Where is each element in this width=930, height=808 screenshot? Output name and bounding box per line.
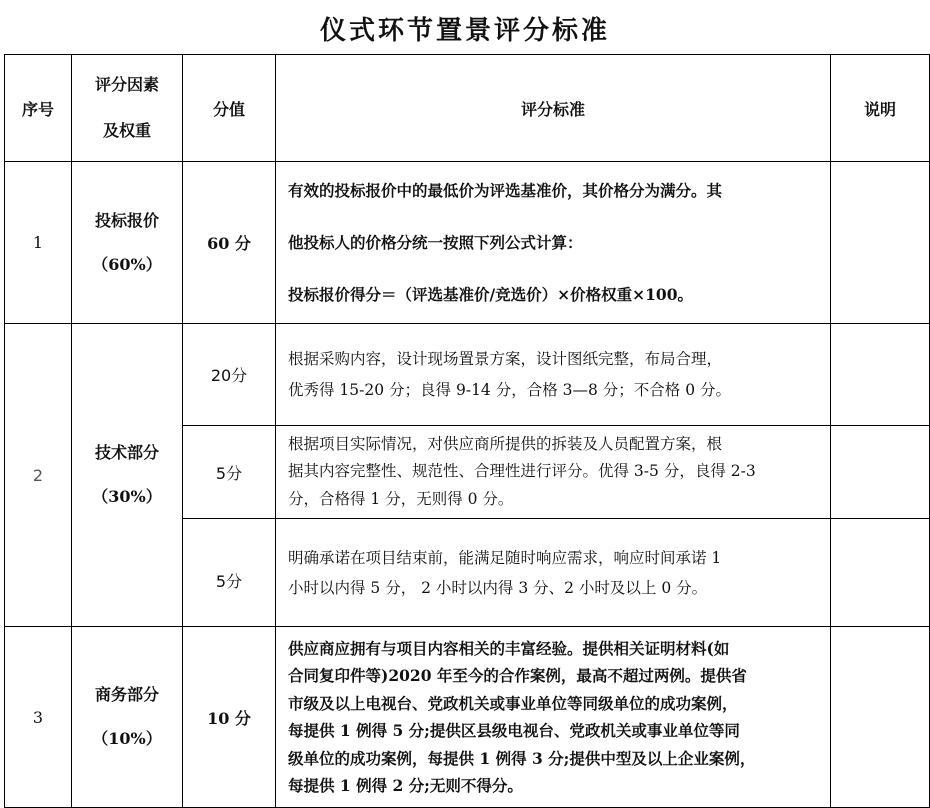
header-seq: 序号 (5, 55, 72, 162)
criteria-line: 据其内容完整性、规范性、合理性进行评分。优得 3-5 分，良得 2-3 (288, 462, 756, 481)
row-points: 5分 (183, 426, 276, 519)
table-row (5, 324, 930, 426)
row-seq: 1 (5, 162, 72, 324)
factor-weight: （30%） (92, 487, 162, 506)
row-factor (72, 627, 183, 808)
row-note (831, 324, 930, 426)
factor-name: 技术部分 (94, 443, 159, 462)
criteria-line: 每提供 1 例得 5 分;提供区县级电视台、党政机关或事业单位等同 (288, 721, 740, 740)
row-points: 20分 (183, 324, 276, 426)
criteria-line: 小时以内得 5 分， 2 小时以内得 3 分、2 小时及以上 0 分。 (288, 578, 708, 597)
factor-weight: （60%） (92, 254, 162, 274)
table-row (5, 627, 930, 808)
row-points: 10 分 (183, 627, 276, 808)
criteria-line: 优秀得 15-20 分；良得 9-14 分，合格 3—8 分；不合格 0 分。 (288, 380, 732, 399)
factor-name: 投标报价 (94, 210, 159, 230)
criteria-line: 合同复印件等)2020 年至今的合作案例，最高不超过两例。提供省 (288, 666, 747, 685)
header-note: 说明 (831, 55, 930, 162)
row-factor (72, 162, 183, 324)
row-points: 60 分 (183, 162, 276, 324)
criteria-line: 级单位的成功案例，每提供 1 例得 3 分;提供中型及以上企业案例， (288, 748, 756, 768)
row-note (831, 426, 930, 519)
header-factor (72, 55, 183, 162)
table-row (5, 162, 930, 324)
row-criteria (276, 426, 831, 519)
header-factor-line2: 及权重 (102, 121, 151, 140)
criteria-line: 每提供 1 例得 2 分;无则不得分。 (288, 776, 523, 795)
criteria-line: 有效的投标报价中的最低价为评选基准价，其价格分为满分。其 (288, 180, 723, 200)
criteria-line: 投标报价得分＝（评选基准价/竞选价）×价格权重×100。 (288, 284, 693, 304)
header-points: 分值 (183, 55, 276, 162)
page-title: 仪式环节置景评分标准 (319, 16, 610, 46)
header-row (5, 55, 930, 162)
row-note (831, 627, 930, 808)
criteria-line: 他投标人的价格分统一按照下列公式计算： (288, 232, 583, 252)
criteria-line: 分，合格得 1 分，无则得 0 分。 (288, 489, 514, 508)
factor-weight: （10%） (92, 729, 162, 748)
row-points: 5分 (183, 519, 276, 627)
factor-name: 商务部分 (94, 685, 159, 704)
row-seq: 2 (5, 324, 72, 627)
scoring-table (4, 54, 930, 808)
row-criteria (276, 627, 831, 808)
criteria-line: 供应商应拥有与项目内容相关的丰富经验。提供相关证明材料(如 (288, 638, 730, 658)
row-seq: 3 (5, 627, 72, 808)
header-criteria: 评分标准 (276, 55, 831, 162)
criteria-line: 明确承诺在项目结束前，能满足随时响应需求，响应时间承诺 1 (288, 548, 722, 567)
row-criteria (276, 162, 831, 324)
criteria-line: 根据采购内容，设计现场置景方案，设计图纸完整，布局合理， (288, 349, 723, 368)
row-note (831, 519, 930, 627)
row-criteria (276, 324, 831, 426)
criteria-line: 市级及以上电视台、党政机关或事业单位等同级单位的成功案例， (288, 693, 738, 713)
row-criteria (276, 519, 831, 627)
row-factor (72, 324, 183, 627)
criteria-line: 根据项目实际情况，对供应商所提供的拆装及人员配置方案，根 (288, 434, 723, 453)
row-note (831, 162, 930, 324)
header-factor-line1: 评分因素 (94, 75, 159, 94)
